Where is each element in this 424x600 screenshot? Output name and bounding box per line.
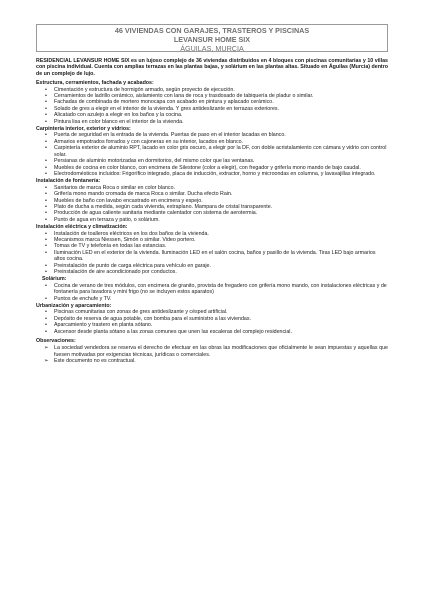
document-body (36, 58, 388, 365)
header-title: 46 VIVIENDAS CON GARAJES, TRASTEROS Y PISCINAS (114, 26, 310, 35)
section-title: Instalación de fontanería: (36, 178, 101, 185)
list-item: • Plato de ducha a medida, según cada vivienda, extraplano. Mampara de cristal transparente. (36, 204, 388, 210)
section-list (36, 309, 388, 335)
list-item: • Sanitarios de marca Roca o similar en color blanco. (36, 185, 388, 191)
observaciones-list (36, 345, 388, 364)
list-item: • Electrodomésticos incluidos: Frigorífico integrado, placa de inducción, extractor, horno y microondas en columna, y lavavajillas integrado. (36, 171, 388, 177)
section-list (36, 283, 388, 302)
observacion-item: ➢ La sociedad vendedora se reserva el derecho de efectuar en las obras las modificaciones que oficialmente le sean impuestas y aquellas que fuesen motivadas por exigencias técnicas, jurídicas o comerciales. (36, 345, 388, 358)
list-item: • Grifería mono mando cromada de marca Roca o similar. Ducha efecto Rain. (36, 191, 388, 197)
list-item: • Carpintería exterior de aluminio RPT, lacado en color gris oscuro, a elegir por la DF, con doble acristalamiento con cámara y vidrio con control solar. (36, 145, 388, 158)
section-title: Solárium: (42, 276, 67, 283)
list-item: • Instalación de toalleros eléctricos en los dos baños de la vivienda. (36, 231, 388, 237)
list-item: • Depósito de reserva de agua potable, con bomba para el suministro a las viviendas. (36, 316, 388, 322)
header-place: ÁGUILAS, MURCIA (180, 44, 244, 53)
section-list (36, 185, 388, 223)
list-item: • Ascensor desde planta sótano a las zonas comunes que unen las escaleras del complejo residencial. (36, 329, 388, 335)
list-item: • Iluminación LED en el exterior de la vivienda. Iluminación LED en el salón cocina, baños y pasillo de la vivienda. Tiras LED bajo armarios altos cocina. (36, 250, 388, 263)
list-item: • Persianas de aluminio motorizadas en dormitorios, del mismo color que las ventanas. (36, 158, 388, 164)
list-item: • Mecanismos marca Niessen, Simón o similar. Video portero. (36, 237, 388, 243)
section-title: Carpintería interior, exterior y vidrios: (36, 126, 131, 133)
list-item: • Piscinas comunitarias con zonas de gres antideslizante y césped artificial. (36, 309, 388, 315)
list-item: • Punto de agua en terraza y patio, o solárium. (36, 217, 388, 223)
list-item: • Cocina de verano de tres módulos, con encimera de granito, provista de fregadero con grifería mono mando, con instalaciones eléctricas y de fontanería para lavadora y mini frigo (no se incluyen estos aparatos) (36, 283, 388, 296)
observacion-item: ➢ Este documento no es contractual. (36, 358, 388, 364)
header-subtitle: LEVANSUR HOME SIX (173, 35, 251, 44)
intro-paragraph: RESIDENCIAL LEVANSUR HOME SIX es un lujoso complejo de 36 viviendas distribuidos en 4 bloques con piscinas comunitarias y 10 villas con piscina individual. Cuenta con amplias terrazas en las plantas bajas, y solárium en las plantas altas. Situado en Águilas (Murcia) dentro de un complejo de lujo. (36, 58, 388, 77)
list-item: • Pintura lisa en color blanco en el interior de la vivienda. (36, 119, 388, 125)
list-item: • Preinstalación de aire acondicionado por conductos. (36, 269, 388, 275)
list-item: • Muebles de cocina en color blanco, con encimera de Silestone (color a elegir), con fregador y grifería mono mando de bajo caudal. (36, 165, 388, 171)
list-item: • Alicatado con azulejo a elegir en los baños y la cocina. (36, 112, 388, 118)
section-list (36, 87, 388, 125)
spec-sections (36, 80, 388, 335)
document-header (36, 24, 388, 52)
list-item: • Preinstalación de punto de carga eléctrica para vehículo en garaje. (36, 263, 388, 269)
list-item: • Fachadas de combinada de mortero monocapa con acabado en pintura y aplacado cerámico. (36, 99, 388, 105)
list-item: • Tomas de TV y telefonía en todas las estancias. (36, 243, 388, 249)
section-list (36, 231, 388, 276)
list-item: • Cimentación y estructura de hormigón armado, según proyecto de ejecución. (36, 87, 388, 93)
list-item: • Solado de gres a elegir en el interior de la vivienda. Y gres antideslizante en terrazas exteriores. (36, 106, 388, 112)
section-title: Estructura, cerramientos, fachada y acabados: (36, 80, 154, 87)
observaciones-title: Observaciones: (36, 338, 76, 345)
list-item: • Armarios empotrados forrados y con cajoneras en su interior, lacados en blanco. (36, 139, 388, 145)
list-item: • Aparcamiento y trastero en planta sótano. (36, 322, 388, 328)
list-item: • Muebles de baño con lavabo encastrado en encimera y espejo. (36, 198, 388, 204)
list-item: • Puntos de enchufe y TV. (36, 296, 388, 302)
section-title: Instalación eléctrica y climatización: (36, 224, 128, 231)
list-item: • Puerta de seguridad en la entrada de la vivienda. Puertas de paso en el interior lacadas en blanco. (36, 132, 388, 138)
list-item: • Producción de agua caliente sanitaria mediante calentador con sistema de aerotermia. (36, 210, 388, 216)
section-title: Urbanización y aparcamiento: (36, 303, 112, 310)
list-item: • Cerramientos de ladrillo cerámico, aislamiento con lana de roca y trasdosado de tabiquería de pladur o similar. (36, 93, 388, 99)
section-list (36, 132, 388, 177)
